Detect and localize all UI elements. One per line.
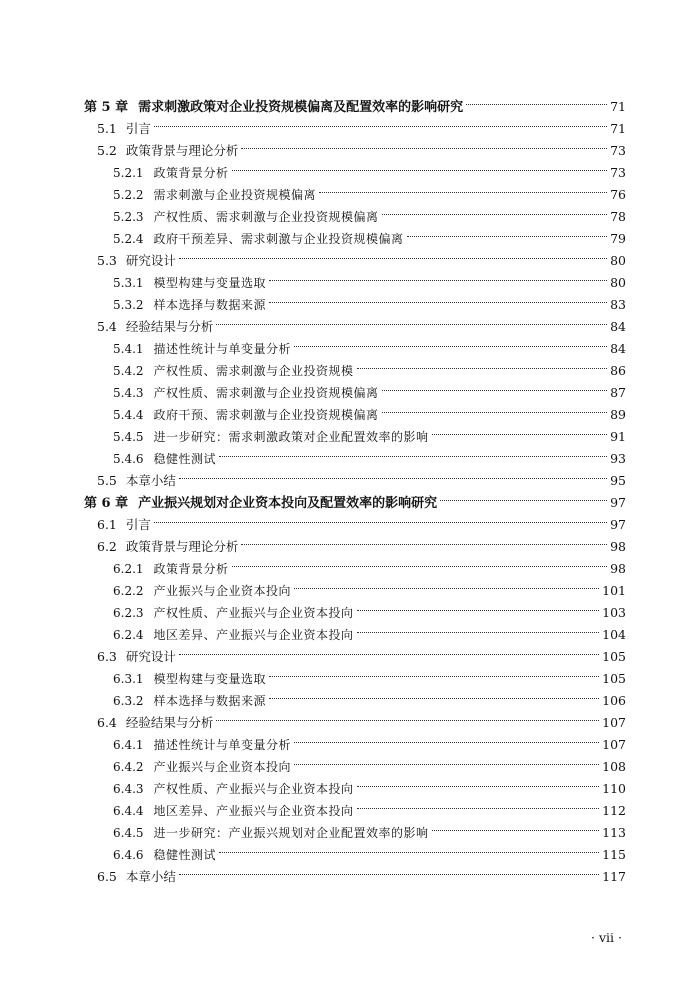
toc-leader-dots [269,280,607,281]
toc-entry [84,272,626,294]
toc-entry-title: 经验结果与分析 [125,319,214,334]
toc-entry-page: 113 [602,825,626,840]
toc-entry-number: 6.3.2 [113,694,144,708]
toc-entry-page: 93 [610,451,626,466]
toc-entry-title: 本章小结 [125,473,176,488]
toc-entry [84,140,626,162]
toc-entry [84,844,626,866]
toc-entry [84,404,626,426]
toc-entry-page: 84 [610,319,626,334]
toc-entry [84,822,626,844]
toc-entry [84,184,626,206]
toc-entry-page: 115 [602,847,626,862]
toc-entry-title: 产权性质、需求刺激与企业投资规模 [153,364,354,378]
toc-entry [84,800,626,822]
toc-entry-number: 5.4.4 [113,408,144,422]
toc-entry-page: 106 [602,693,626,708]
toc-entry-page: 84 [610,341,626,356]
toc-entry [84,382,626,404]
toc-entry-page: 97 [610,517,626,532]
toc-entry-page: 83 [610,297,626,312]
toc-entry-title: 政策背景分析 [153,562,229,576]
toc-entry-title: 政府干预、需求刺激与企业投资规模偏离 [153,408,379,422]
toc-leader-dots [219,852,599,853]
toc-entry [84,492,626,514]
toc-entry-title: 描述性统计与单变量分析 [153,738,292,752]
toc-entry-title: 模型构建与变量选取 [153,672,267,686]
toc-entry-page: 76 [610,187,626,202]
toc-leader-dots [179,654,599,655]
toc-entry-page: 108 [602,759,626,774]
toc-entry-number: 5.2 [97,143,117,158]
toc-leader-dots [179,874,599,875]
toc-leader-dots [382,214,608,215]
toc-entry-page: 80 [610,275,626,290]
toc-entry [84,206,626,228]
toc-entry-title: 产业振兴与企业资本投向 [153,760,292,774]
toc-leader-dots [179,478,607,479]
toc-entry-page: 97 [610,495,626,510]
toc-entry-number: 5.4.3 [113,386,144,400]
toc-entry-number: 6.5 [97,869,117,884]
toc-entry-title: 样本选择与数据来源 [153,694,267,708]
toc-entry-title: 产权性质、产业振兴与企业资本投向 [153,782,354,796]
toc-entry-page: 73 [610,143,626,158]
toc-entry-title: 进一步研究：需求刺激政策对企业配置效率的影响 [153,430,429,444]
toc-leader-dots [216,324,607,325]
toc-entry-number: 第 6 章 [84,496,129,511]
toc-entry-page: 98 [610,561,626,576]
toc-entry-page: 104 [602,627,626,642]
toc-entry-page: 79 [610,231,626,246]
toc-entry-page: 91 [610,429,626,444]
toc-leader-dots [154,126,607,127]
toc-entry [84,580,626,602]
toc-entry-title: 进一步研究：产业振兴规划对企业配置效率的影响 [153,826,429,840]
toc-entry [84,712,626,734]
toc-leader-dots [466,104,607,105]
toc-entry-title: 引言 [125,517,151,532]
toc-entry-number: 6.1 [97,517,117,532]
toc-entry-page: 103 [602,605,626,620]
toc-entry [84,448,626,470]
toc-entry-page: 71 [610,99,626,114]
toc-entry-number: 5.3.1 [113,276,144,290]
toc-entry [84,690,626,712]
toc-entry-title: 研究设计 [125,649,176,664]
toc-leader-dots [432,434,608,435]
toc-leader-dots [241,148,607,149]
toc-entry [84,734,626,756]
toc-entry-title: 研究设计 [125,253,176,268]
toc-entry [84,668,626,690]
toc-entry-title: 经验结果与分析 [125,715,214,730]
toc-entry-page: 110 [602,781,626,796]
toc-entry [84,866,626,888]
toc-entry [84,756,626,778]
toc-entry-title: 产权性质、产业振兴与企业资本投向 [153,606,354,620]
toc-leader-dots [294,346,607,347]
toc-entry-title: 政策背景与理论分析 [125,539,239,554]
toc-entry [84,602,626,624]
toc-entry [84,162,626,184]
toc-leader-dots [357,368,608,369]
toc-entry-number: 6.4.6 [113,848,144,862]
toc-entry-title: 政策背景与理论分析 [125,143,239,158]
toc-entry [84,96,626,118]
toc-entry-page: 89 [610,407,626,422]
toc-leader-dots [382,390,608,391]
toc-entry-number: 6.4.2 [113,760,144,774]
toc-entry-number: 6.3 [97,649,117,664]
toc-entry-title: 地区差异、产业振兴与企业资本投向 [153,804,354,818]
toc-entry-number: 6.3.1 [113,672,144,686]
toc-entry-page: 80 [610,253,626,268]
toc-leader-dots [269,676,599,677]
toc-entry [84,250,626,272]
toc-entry [84,294,626,316]
toc-entry-title: 需求刺激政策对企业投资规模偏离及配置效率的影响研究 [138,100,464,115]
toc-leader-dots [294,742,599,743]
toc-entry-page: 105 [602,671,626,686]
toc-entry-page: 73 [610,165,626,180]
toc-entry-page: 101 [602,583,626,598]
toc-entry-number: 5.4.2 [113,364,144,378]
toc-entry-number: 第 5 章 [84,100,129,115]
toc-entry-number: 6.2.4 [113,628,144,642]
table-of-contents [84,96,626,888]
toc-entry-title: 描述性统计与单变量分析 [153,342,292,356]
toc-entry [84,470,626,492]
toc-entry [84,360,626,382]
toc-leader-dots [269,302,607,303]
toc-entry-title: 产业振兴与企业资本投向 [153,584,292,598]
toc-entry-number: 5.2.3 [113,210,144,224]
toc-entry [84,624,626,646]
toc-entry-title: 样本选择与数据来源 [153,298,267,312]
toc-entry-title: 政府干预差异、需求刺激与企业投资规模偏离 [153,232,404,246]
toc-entry-number: 5.4.6 [113,452,144,466]
toc-entry-number: 6.4.1 [113,738,144,752]
toc-leader-dots [294,764,599,765]
toc-entry-title: 模型构建与变量选取 [153,276,267,290]
toc-leader-dots [407,236,608,237]
toc-entry [84,338,626,360]
toc-leader-dots [179,258,607,259]
toc-leader-dots [440,500,607,501]
toc-entry [84,558,626,580]
page-number-footer: · vii · [591,930,622,945]
toc-leader-dots [232,170,608,171]
toc-leader-dots [294,588,599,589]
toc-entry-page: 105 [602,649,626,664]
toc-leader-dots [154,522,607,523]
toc-leader-dots [357,632,600,633]
toc-entry-page: 117 [602,869,626,884]
toc-leader-dots [382,412,608,413]
toc-leader-dots [219,456,607,457]
toc-leader-dots [241,544,607,545]
toc-entry [84,536,626,558]
toc-entry-title: 政策背景分析 [153,166,229,180]
toc-entry-title: 产业振兴规划对企业资本投向及配置效率的影响研究 [138,496,438,511]
toc-entry-number: 5.2.1 [113,166,144,180]
toc-entry-page: 78 [610,209,626,224]
toc-entry-title: 引言 [125,121,151,136]
toc-entry-number: 5.3 [97,253,117,268]
toc-entry-title: 地区差异、产业振兴与企业资本投向 [153,628,354,642]
toc-entry-number: 5.1 [97,121,117,136]
toc-entry-title: 需求刺激与企业投资规模偏离 [153,188,317,202]
toc-entry-number: 6.4.3 [113,782,144,796]
toc-entry-number: 5.3.2 [113,298,144,312]
toc-leader-dots [432,830,600,831]
toc-entry-page: 95 [610,473,626,488]
toc-leader-dots [216,720,599,721]
toc-entry [84,228,626,250]
toc-entry-number: 6.2.2 [113,584,144,598]
toc-entry-number: 6.2 [97,539,117,554]
toc-leader-dots [357,786,600,787]
toc-entry-page: 107 [602,737,626,752]
toc-entry [84,514,626,536]
toc-entry-page: 112 [602,803,626,818]
toc-entry [84,426,626,448]
toc-entry-number: 6.4.4 [113,804,144,818]
toc-entry-number: 5.2.4 [113,232,144,246]
toc-entry-page: 107 [602,715,626,730]
toc-leader-dots [232,566,608,567]
toc-entry-title: 本章小结 [125,869,176,884]
toc-entry [84,646,626,668]
toc-entry [84,118,626,140]
toc-leader-dots [269,698,599,699]
toc-entry-page: 98 [610,539,626,554]
toc-entry-number: 5.4 [97,319,117,334]
toc-entry-number: 6.2.3 [113,606,144,620]
toc-entry-title: 产权性质、需求刺激与企业投资规模偏离 [153,210,379,224]
toc-entry-number: 6.4.5 [113,826,144,840]
toc-leader-dots [319,192,607,193]
toc-leader-dots [357,610,600,611]
toc-entry-number: 5.4.5 [113,430,144,444]
toc-entry [84,778,626,800]
toc-entry-number: 5.4.1 [113,342,144,356]
toc-entry-title: 稳健性测试 [153,848,217,862]
toc-entry [84,316,626,338]
toc-entry-number: 6.4 [97,715,117,730]
toc-entry-number: 5.2.2 [113,188,144,202]
toc-entry-page: 87 [610,385,626,400]
toc-entry-title: 稳健性测试 [153,452,217,466]
toc-entry-page: 71 [610,121,626,136]
toc-leader-dots [357,808,600,809]
toc-entry-number: 5.5 [97,473,117,488]
toc-entry-page: 86 [610,363,626,378]
toc-entry-number: 6.2.1 [113,562,144,576]
toc-entry-title: 产权性质、需求刺激与企业投资规模偏离 [153,386,379,400]
